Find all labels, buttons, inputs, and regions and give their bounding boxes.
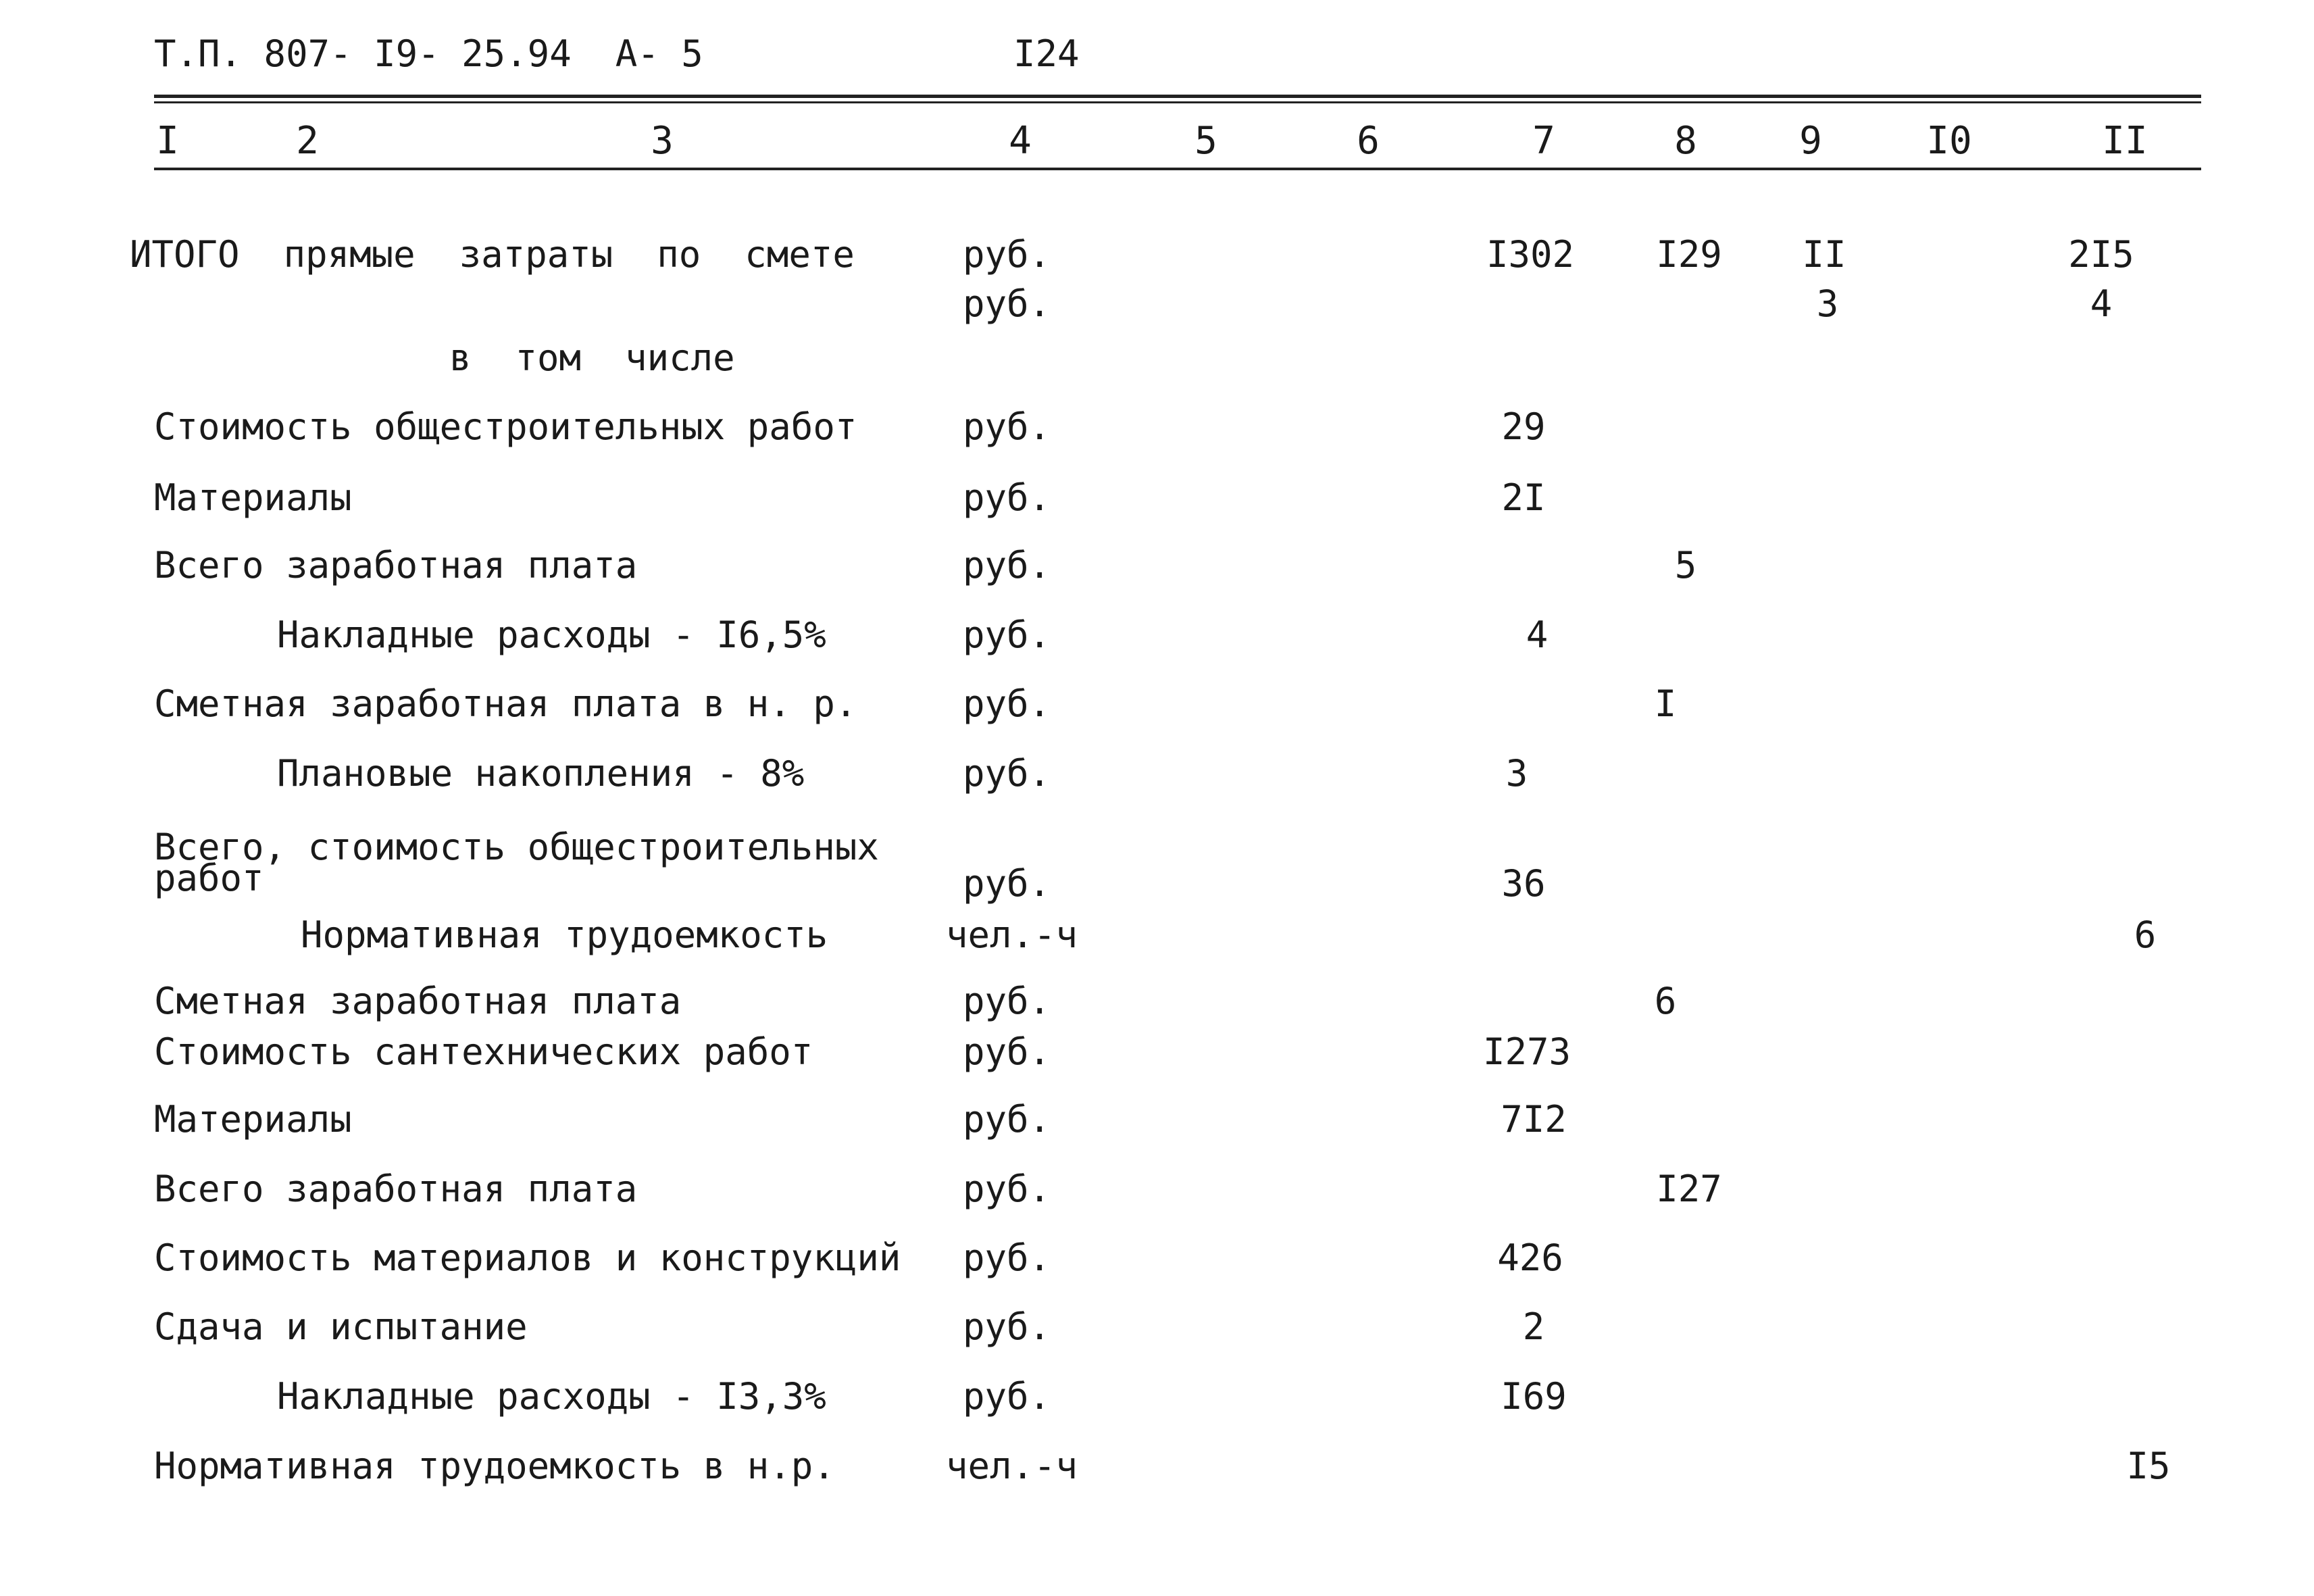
row-label: Сметная заработная плата: [154, 980, 682, 1022]
row-unit: чел.-ч: [946, 1445, 1078, 1487]
row-handover-testing: [0, 1305, 2314, 1346]
column-number-1: I: [156, 119, 179, 163]
value-col-8: I: [1654, 682, 1677, 725]
value-col-7: 7I2: [1501, 1098, 1567, 1141]
row-unit: руб.: [963, 544, 1051, 587]
value-col-8: I27: [1656, 1168, 1722, 1210]
row-unit: руб.: [963, 405, 1051, 448]
value-col-7: I273: [1482, 1030, 1571, 1073]
row-unit: руб.: [963, 682, 1051, 725]
row-label: Плановые накопления - 8%: [277, 752, 805, 795]
column-number-4: 4: [1009, 119, 1032, 163]
value-col-11: 6: [2134, 914, 2157, 956]
row-unit: руб.: [963, 1237, 1051, 1279]
row-label: Стоимость материалов и конструкций: [154, 1237, 901, 1279]
column-number-9: 9: [1799, 119, 1822, 163]
row-label: Сметная заработная плата в н. р.: [154, 682, 857, 725]
row-estimated-wages-np: [0, 682, 2314, 723]
row-total-direct-costs: [0, 233, 2314, 274]
row-unit: руб.: [963, 862, 1051, 905]
value-col-7: 29: [1501, 405, 1546, 448]
row-unit: руб.: [963, 1098, 1051, 1141]
column-number-11: II: [2102, 119, 2148, 163]
value-col-7: 2: [1522, 1305, 1545, 1348]
top-rule-secondary: [154, 101, 2201, 103]
row-unit: руб.: [963, 282, 1051, 325]
row-materials: [0, 476, 2314, 517]
row-label: Всего заработная плата: [154, 544, 638, 587]
row-label: Нормативная трудоемкость в н.р.: [154, 1445, 835, 1487]
row-unit: руб.: [963, 1375, 1051, 1418]
column-number-7: 7: [1532, 119, 1555, 163]
value-col-9: 3: [1816, 282, 1839, 325]
row-unit: руб.: [963, 980, 1051, 1022]
column-number-3: 3: [651, 119, 674, 163]
row-materials-structures-cost: [0, 1237, 2314, 1277]
row-overhead-16-5: [0, 614, 2314, 654]
row-total-secondary: [0, 282, 2314, 323]
row-label: Всего, стоимость общестроительных: [154, 826, 879, 868]
column-number-6: 6: [1357, 119, 1380, 163]
row-unit: руб.: [963, 752, 1051, 795]
page-number: I24: [1013, 32, 1080, 75]
row-general-construction-cost: [0, 405, 2314, 446]
row-label: Нормативная трудоемкость: [301, 914, 828, 956]
row-unit: руб.: [963, 1168, 1051, 1210]
value-col-11: 4: [2090, 282, 2113, 325]
row-unit: руб.: [963, 1305, 1051, 1348]
row-label-continued: работ: [154, 857, 264, 899]
value-col-8: 5: [1674, 544, 1697, 587]
value-col-7: 2I: [1501, 476, 1546, 519]
row-label: Сдача и испытание: [154, 1305, 528, 1348]
value-col-7: 36: [1501, 862, 1546, 905]
row-label: Накладные расходы - I3,3%: [277, 1375, 826, 1418]
column-number-10: I0: [1926, 119, 1972, 163]
value-col-8: 6: [1654, 980, 1677, 1022]
value-col-9: II: [1802, 233, 1846, 276]
row-label: Стоимость сантехнических работ: [154, 1030, 813, 1073]
row-label: Материалы: [154, 476, 352, 519]
row-label: Материалы: [154, 1098, 352, 1141]
row-total-general-construction-cont: [0, 857, 2314, 905]
column-number-2: 2: [296, 119, 319, 163]
top-rule: [154, 95, 2201, 98]
row-label: в том числе: [449, 336, 735, 379]
value-col-7: 3: [1505, 752, 1528, 795]
column-number-8: 8: [1674, 119, 1697, 163]
value-col-7: 4: [1526, 614, 1549, 656]
value-col-7: I69: [1501, 1375, 1567, 1418]
row-including: [0, 336, 2314, 377]
row-unit: чел.-ч: [946, 914, 1078, 956]
value-col-8: I29: [1656, 233, 1722, 276]
value-col-11: I5: [2126, 1445, 2171, 1487]
row-label: Накладные расходы - I6,5%: [277, 614, 826, 656]
row-normative-labor: [0, 914, 2314, 954]
column-header-rule: [154, 168, 2201, 170]
row-unit: руб.: [963, 476, 1051, 519]
row-label: Стоимость общестроительных работ: [154, 405, 857, 448]
row-unit: руб.: [963, 233, 1051, 276]
row-plumbing-cost: [0, 1030, 2314, 1071]
value-col-7: I302: [1486, 233, 1575, 276]
row-planned-savings: [0, 752, 2314, 793]
row-label: ИТОГО прямые затраты по смете: [130, 233, 855, 276]
row-total-wages-plumbing: [0, 1168, 2314, 1208]
row-total-wages: [0, 544, 2314, 587]
row-normative-labor-np: [0, 1445, 2314, 1485]
document-code: Т.П. 807- I9- 25.94 А- 5: [154, 32, 703, 75]
row-unit: руб.: [963, 614, 1051, 656]
row-unit: руб.: [963, 1030, 1051, 1073]
value-col-7: 426: [1497, 1237, 1563, 1279]
row-overhead-13-3: [0, 1375, 2314, 1416]
column-number-5: 5: [1194, 119, 1217, 163]
value-col-11: 2I5: [2068, 233, 2134, 276]
row-materials-plumbing: [0, 1098, 2314, 1139]
row-estimated-wages: [0, 980, 2314, 1020]
row-label: Всего заработная плата: [154, 1168, 638, 1210]
